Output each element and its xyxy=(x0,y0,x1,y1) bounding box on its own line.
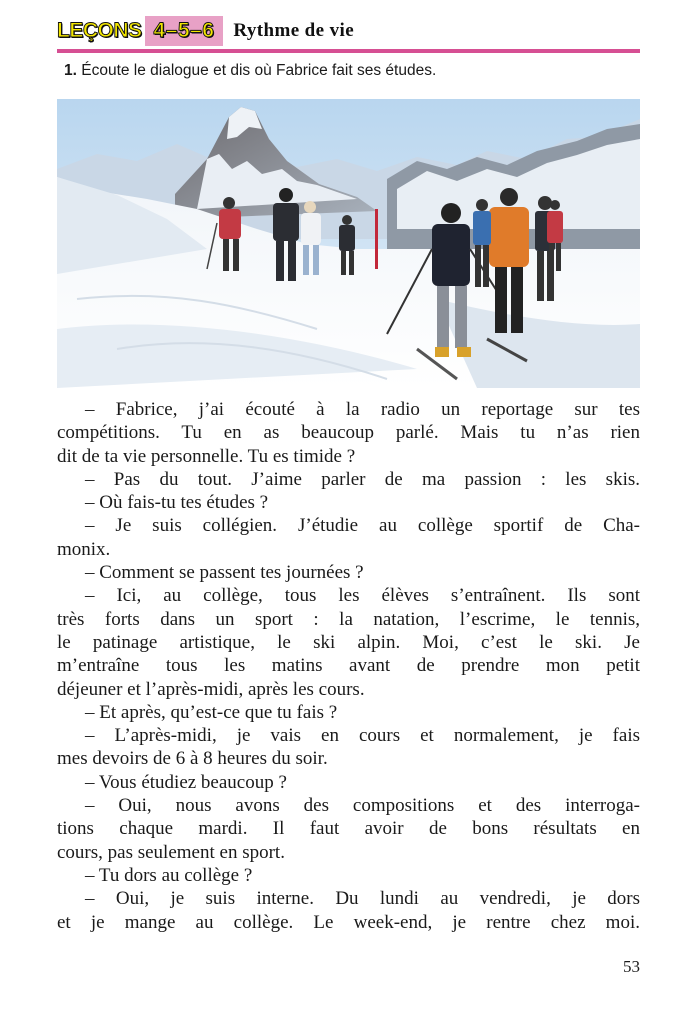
dialogue-line: – L’après-midi, je vais en cours et normalement, je fais xyxy=(85,725,640,747)
dialogue-line: – Ici, au collège, tous les élèves s’entraînent. Ils sont xyxy=(85,585,640,607)
dialogue-line: – Tu dors au collège ? xyxy=(85,864,253,886)
dialogue-line: – Où fais-tu tes études ? xyxy=(85,492,269,514)
dialogue-line: dit de ta vie personnelle. Tu es timide ? xyxy=(57,445,356,467)
dialogue-line: déjeuner et l’après-midi, après les cours. xyxy=(57,678,365,700)
page-number: 53 xyxy=(623,957,640,976)
dialogue-line: – Oui, nous avons des compositions et des interroga- xyxy=(85,795,640,817)
dialogue-line: tions chaque mardi. Il faut avoir de bons résultats en xyxy=(57,818,640,840)
exercise-number: 1. xyxy=(64,62,77,79)
dialogue-line: – Pas du tout. J’aime parler de ma passion : les skis. xyxy=(85,468,640,490)
dialogue-line: très forts dans un sport : la natation, l’escrime, le tennis, xyxy=(57,608,640,630)
dialogue-line: cours, pas seulement en sport. xyxy=(57,841,285,863)
dialogue-line: – Je suis collégien. J’étudie au collège sportif de Cha- xyxy=(85,515,640,537)
dialogue-line: m’entraîne tous les matins avant de prendre mon petit xyxy=(57,655,640,677)
dialogue-text xyxy=(57,398,640,934)
lesson-header xyxy=(57,16,354,46)
dialogue-line: le patinage artistique, le ski alpin. Moi, c’est le ski. Je xyxy=(57,631,640,653)
dialogue-line: compétitions. Tu en as beaucoup parlé. Mais tu n’as rien xyxy=(57,422,640,444)
header-divider xyxy=(57,49,640,53)
dialogue-line: et je mange au collège. Le week-end, je rentre chez moi. xyxy=(57,911,640,933)
dialogue-line: – Et après, qu’est-ce que tu fais ? xyxy=(85,701,338,723)
dialogue-line: – Oui, je suis interne. Du lundi au vendredi, je dors xyxy=(85,888,640,910)
exercise-instruction xyxy=(64,62,436,80)
dialogue-line: – Vous étudiez beaucoup ? xyxy=(85,771,287,793)
lessons-label: LEÇONS xyxy=(57,19,142,42)
dialogue-line: mes devoirs de 6 à 8 heures du soir. xyxy=(57,748,328,770)
ski-slope-photo xyxy=(57,99,640,388)
exercise-text: Écoute le dialogue et dis où Fabrice fait ses études. xyxy=(81,62,437,79)
lesson-title: Rythme de vie xyxy=(233,20,355,41)
dialogue-line: – Fabrice, j’ai écouté à la radio un reportage sur tes xyxy=(85,399,640,420)
dialogue-line: – Comment se passent tes journées ? xyxy=(85,562,364,584)
dialogue-line: monix. xyxy=(57,538,111,560)
lessons-numbers-badge: 4–5–6 xyxy=(145,16,224,46)
